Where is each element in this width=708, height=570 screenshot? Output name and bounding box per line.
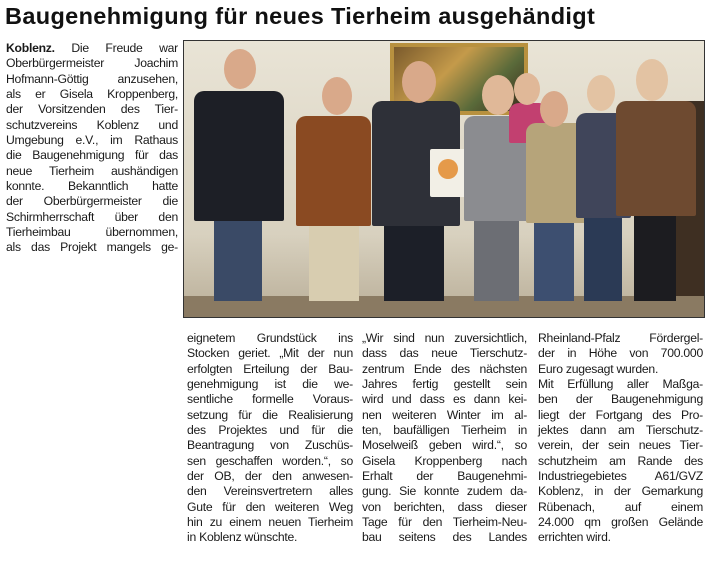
article-column-2: [187, 331, 353, 546]
text-line: Beantragung von Zuschüs-: [187, 438, 353, 453]
text-line: in Koblenz wünschte.: [187, 530, 298, 545]
text-line: schutzheim am Rande des: [538, 453, 703, 468]
text-line: nen weiteren Winter im al-: [362, 407, 527, 422]
text-line: Rheinland-Pfalz Fördergel-: [538, 331, 703, 345]
text-line: liegt der Fortgang des Pro-: [538, 407, 703, 422]
text-line: zentrum Ende des nächsten: [362, 361, 527, 376]
text-line: Rübenach, auf einem: [538, 499, 703, 514]
article-photo: [183, 40, 705, 318]
text-line: Moselweiß geben wird.“, so: [362, 438, 527, 453]
text-line: konnte. Bekanntlich hatte: [6, 179, 178, 194]
text-line: von berichten, dass dieser: [362, 499, 527, 514]
text-line: neue Tierheim aushändigen: [6, 163, 178, 178]
text-line: als das Projekt mangels ge-: [6, 240, 178, 255]
text-line: Oberbürgermeister Joachim: [6, 56, 178, 71]
text-line: Tage für den Tierheim-Neu-: [362, 515, 527, 530]
article-column-3: [362, 331, 527, 546]
text-line: den Vereinsvertretern alles: [187, 484, 353, 499]
headline: Baugenehmigung für neues Tierheim ausgehändigt: [5, 3, 596, 29]
text-line: der Oberbürgermeister die: [6, 194, 178, 209]
text-line: ben der Baugenehmigung: [538, 392, 703, 407]
text-line: „Wir sind nun zuversichtlich,: [362, 331, 527, 345]
text-line: die Baugenehmigung für das: [6, 148, 178, 163]
text-line: sentliche formelle Voraus-: [187, 392, 353, 407]
floor-in-photo: [184, 296, 705, 318]
text-line: bau seitens des Landes: [362, 530, 527, 545]
text-line: sen geschaffen worden.“, so: [187, 453, 353, 468]
article-column-4: [538, 331, 703, 546]
text-line: Jahres fertig gestellt sein: [362, 377, 527, 392]
text-line: des Projektes und für die: [187, 423, 353, 438]
text-line: genehmigung ist die we-: [187, 377, 353, 392]
text-line: ten, baufälligen Tierheim in: [362, 423, 527, 438]
text-line: wird und dass es dann kei-: [362, 392, 527, 407]
text-line: Tierheimbau übernommen,: [6, 225, 178, 240]
text-line: Erhalt der Baugenehmi-: [362, 469, 527, 484]
article-column-1: [6, 41, 178, 256]
text-line: eignetem Grundstück ins: [187, 331, 353, 345]
text-line: dass das neue Tierschutz-: [362, 346, 527, 361]
text-line: Mit Erfüllung aller Maßga-: [538, 377, 703, 392]
text-line: Euro zugesagt wurden.: [538, 361, 659, 376]
text-line: hin zu einem neuen Tierheim: [187, 515, 353, 530]
dateline: Koblenz.: [6, 41, 55, 55]
text-line: gung. Sie konnte zudem da-: [362, 484, 527, 499]
text-line: der OB, der den anwesen-: [187, 469, 353, 484]
text-line: schutzvereins Koblenz und: [6, 117, 178, 132]
text-line: Umgebung e.V., im Rathaus: [6, 133, 178, 148]
text-line: erfolgten Erteilung der Bau-: [187, 361, 353, 376]
text-line: Hofmann-Göttig anzusehen,: [6, 71, 178, 86]
text-line: verein, der sein neues Tier-: [538, 438, 703, 453]
text-line: der Vorsitzenden des Tier-: [6, 102, 178, 117]
text-line: Industriegebietes A61/GVZ: [538, 469, 703, 484]
text-line: 24.000 qm großen Gelände: [538, 515, 703, 530]
text-line: jektes dann am Tierschutz-: [538, 423, 703, 438]
text-line: der in Höhe von 700.000: [538, 346, 703, 361]
text-line: errichten wird.: [538, 530, 611, 545]
text-line: Koblenz. Die Freude war: [6, 41, 178, 55]
text-line: Gisela Kroppenberg nach: [362, 453, 527, 468]
text-line: als er Gisela Kroppenberg,: [6, 87, 178, 102]
text-line: Gute für den weiteren Weg: [187, 499, 353, 514]
text-line: setzung für die Realisierung: [187, 407, 353, 422]
text-line: Schirmherrschaft über den: [6, 209, 178, 224]
text-line: Stocken geriet. „Mit der nun: [187, 346, 353, 361]
text-line: Koblenz, in der Gemarkung: [538, 484, 703, 499]
